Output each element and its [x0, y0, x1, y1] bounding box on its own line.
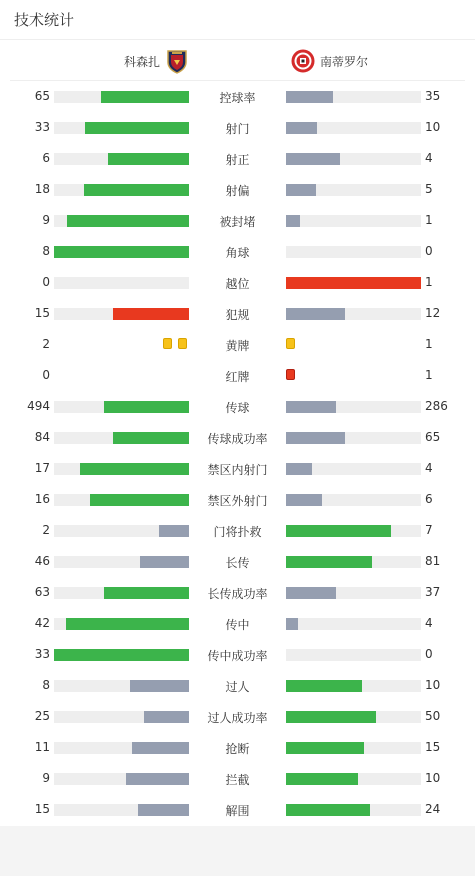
- away-bar-fill: [286, 742, 364, 754]
- home-bar-fill: [101, 91, 189, 103]
- header: [0, 0, 475, 40]
- stat-label: 传中: [225, 618, 250, 632]
- away-bar-track: [286, 277, 421, 289]
- home-bar-fill: [138, 804, 189, 816]
- red-card-icon: [286, 369, 295, 380]
- home-bar-track: [54, 680, 189, 692]
- stat-row: [0, 428, 475, 448]
- away-bar-fill: [286, 122, 317, 134]
- stat-row: [0, 366, 475, 386]
- away-bar-track: [286, 618, 421, 630]
- away-value: 50: [425, 709, 441, 723]
- home-value: 11: [34, 740, 50, 754]
- away-bar-fill: [286, 804, 370, 816]
- away-bar-track: [286, 463, 421, 475]
- home-bar-track: [54, 91, 189, 103]
- away-bar-track: [286, 122, 421, 134]
- away-team-crest-icon: [290, 48, 316, 74]
- home-bar-fill: [113, 432, 189, 444]
- stat-row: [0, 180, 475, 200]
- stat-label: 解围: [225, 804, 250, 818]
- home-bar-fill: [67, 215, 189, 227]
- home-bar-fill: [159, 525, 189, 537]
- teams-header: [10, 40, 465, 81]
- away-value: 0: [425, 244, 433, 258]
- away-bar-track: [286, 401, 421, 413]
- yellow-card-icon: [163, 338, 172, 349]
- home-team[interactable]: [124, 48, 188, 74]
- stat-row: [0, 118, 475, 138]
- home-value: 15: [34, 802, 50, 816]
- away-bar-track: [286, 215, 421, 227]
- home-value: 9: [42, 771, 50, 785]
- home-value: 25: [34, 709, 50, 723]
- away-value: 7: [425, 523, 433, 537]
- away-bar-track: [286, 773, 421, 785]
- away-bar-fill: [286, 525, 391, 537]
- home-bar-track: [54, 711, 189, 723]
- yellow-card-icon: [178, 338, 187, 349]
- away-value: 65: [425, 430, 441, 444]
- home-bar-track: [54, 618, 189, 630]
- away-value: 15: [425, 740, 441, 754]
- home-bar-fill: [126, 773, 189, 785]
- stat-label: 越位: [225, 277, 250, 291]
- home-value: 8: [42, 244, 50, 258]
- home-value: 0: [42, 368, 50, 382]
- away-value: 286: [425, 399, 448, 413]
- away-bar-fill: [286, 556, 372, 568]
- home-value: 6: [42, 151, 50, 165]
- away-bar-fill: [286, 711, 376, 723]
- home-value: 18: [34, 182, 50, 196]
- home-bar-track: [54, 649, 189, 661]
- home-value: 494: [27, 399, 50, 413]
- home-value: 8: [42, 678, 50, 692]
- away-value: 24: [425, 802, 441, 816]
- stat-label: 抢断: [225, 742, 250, 756]
- stat-label: 长传: [225, 556, 250, 570]
- stat-row: [0, 645, 475, 665]
- away-value: 35: [425, 89, 441, 103]
- stat-label: 射正: [225, 153, 250, 167]
- home-value: 46: [34, 554, 50, 568]
- away-bar-track: [286, 525, 421, 537]
- stat-label: 犯规: [225, 308, 250, 322]
- home-bar-track: [54, 463, 189, 475]
- home-team-crest-icon: [166, 48, 188, 74]
- home-value: 33: [34, 647, 50, 661]
- stat-row: [0, 583, 475, 603]
- away-bar-track: [286, 680, 421, 692]
- stat-label: 传球: [225, 401, 250, 415]
- stat-row: [0, 87, 475, 107]
- stat-label: 角球: [225, 246, 250, 260]
- stat-row: [0, 242, 475, 262]
- away-bar-fill: [286, 308, 345, 320]
- stat-row: [0, 738, 475, 758]
- home-bar-track: [54, 556, 189, 568]
- stat-label: 红牌: [225, 370, 250, 384]
- away-value: 4: [425, 151, 433, 165]
- stat-label: 射门: [225, 122, 250, 136]
- home-bar-fill: [104, 401, 189, 413]
- home-value: 84: [34, 430, 50, 444]
- home-value: 65: [34, 89, 50, 103]
- home-bar-track: [54, 215, 189, 227]
- away-bar-fill: [286, 184, 316, 196]
- home-bar-fill: [90, 494, 189, 506]
- home-bar-track: [54, 494, 189, 506]
- home-bar-fill: [144, 711, 189, 723]
- home-bar-fill: [54, 649, 189, 661]
- home-bar-track: [54, 122, 189, 134]
- home-bar-fill: [130, 680, 189, 692]
- home-value: 15: [34, 306, 50, 320]
- stat-row: [0, 676, 475, 696]
- away-bar-track: [286, 804, 421, 816]
- home-bar-fill: [54, 246, 189, 258]
- home-value: 42: [34, 616, 50, 630]
- home-bar-fill: [132, 742, 189, 754]
- away-bar-track: [286, 308, 421, 320]
- away-value: 1: [425, 213, 433, 227]
- stat-label: 拦截: [225, 773, 250, 787]
- away-value: 10: [425, 120, 441, 134]
- away-bar-fill: [286, 494, 322, 506]
- stat-row: [0, 397, 475, 417]
- home-value: 33: [34, 120, 50, 134]
- away-value: 37: [425, 585, 441, 599]
- home-bar-track: [54, 401, 189, 413]
- home-bar-track: [54, 153, 189, 165]
- away-value: 10: [425, 771, 441, 785]
- home-value: 16: [34, 492, 50, 506]
- away-team[interactable]: [290, 48, 368, 74]
- away-bar-track: [286, 742, 421, 754]
- stat-row: [0, 800, 475, 820]
- home-bar-track: [54, 525, 189, 537]
- home-value: 9: [42, 213, 50, 227]
- home-bar-track: [54, 773, 189, 785]
- home-bar-track: [54, 277, 189, 289]
- stat-label: 过人成功率: [207, 711, 268, 725]
- home-bar-fill: [104, 587, 189, 599]
- away-value: 12: [425, 306, 441, 320]
- stat-row: [0, 211, 475, 231]
- stat-label: 传球成功率: [207, 432, 268, 446]
- away-bar-track: [286, 556, 421, 568]
- home-bar-track: [54, 432, 189, 444]
- stat-row: [0, 552, 475, 572]
- home-bar-fill: [80, 463, 189, 475]
- away-value: 6: [425, 492, 433, 506]
- stat-row: [0, 521, 475, 541]
- stat-label: 禁区外射门: [207, 494, 268, 508]
- home-value: 63: [34, 585, 50, 599]
- home-value: 2: [42, 523, 50, 537]
- home-bar-fill: [113, 308, 189, 320]
- away-bar-track: [286, 153, 421, 165]
- away-value: 10: [425, 678, 441, 692]
- home-bar-fill: [66, 618, 189, 630]
- stat-row: [0, 707, 475, 727]
- stat-row: [0, 273, 475, 293]
- away-value: 0: [425, 647, 433, 661]
- stat-label: 禁区内射门: [207, 463, 268, 477]
- stat-label: 黄牌: [225, 339, 250, 353]
- away-bar-track: [286, 494, 421, 506]
- home-bar-fill: [140, 556, 189, 568]
- home-team-name: 科森扎: [123, 54, 160, 69]
- away-bar-fill: [286, 587, 336, 599]
- home-bar-track: [54, 587, 189, 599]
- away-value: 4: [425, 461, 433, 475]
- away-bar-fill: [286, 432, 345, 444]
- away-bar-fill: [286, 618, 298, 630]
- home-bar-fill: [85, 122, 189, 134]
- away-value: 1: [425, 337, 433, 351]
- away-bar-fill: [286, 153, 340, 165]
- home-bar-fill: [108, 153, 189, 165]
- away-bar-track: [286, 649, 421, 661]
- stat-row: [0, 769, 475, 789]
- away-value: 1: [425, 368, 433, 382]
- home-value: 2: [42, 337, 50, 351]
- away-bar-track: [286, 587, 421, 599]
- away-bar-fill: [286, 215, 300, 227]
- home-bar-track: [54, 184, 189, 196]
- stat-label: 传中成功率: [207, 649, 268, 663]
- page-title: 技术统计: [14, 11, 75, 29]
- home-value: 0: [42, 275, 50, 289]
- home-bar-track: [54, 308, 189, 320]
- away-value: 4: [425, 616, 433, 630]
- away-value: 81: [425, 554, 441, 568]
- stat-row: [0, 149, 475, 169]
- stat-label: 被封堵: [219, 215, 256, 229]
- yellow-card-icon: [286, 338, 295, 349]
- away-bar-track: [286, 711, 421, 723]
- home-bar-track: [54, 742, 189, 754]
- home-bar-track: [54, 804, 189, 816]
- stat-row: [0, 304, 475, 324]
- away-bar-fill: [286, 773, 358, 785]
- away-bar-track: [286, 432, 421, 444]
- stat-row: [0, 335, 475, 355]
- away-bar-track: [286, 184, 421, 196]
- away-bar-track: [286, 246, 421, 258]
- away-value: 1: [425, 275, 433, 289]
- home-bar-fill: [84, 184, 189, 196]
- stat-row: [0, 614, 475, 634]
- stat-label: 射偏: [225, 184, 250, 198]
- stat-label: 过人: [225, 680, 250, 694]
- home-value: 17: [34, 461, 50, 475]
- away-bar-track: [286, 91, 421, 103]
- away-value: 5: [425, 182, 433, 196]
- stat-label: 控球率: [219, 91, 256, 105]
- away-team-name: 南蒂罗尔: [320, 54, 369, 69]
- stat-row: [0, 490, 475, 510]
- stat-label: 门将扑救: [213, 525, 262, 539]
- away-bar-fill: [286, 277, 421, 289]
- away-bar-fill: [286, 401, 336, 413]
- stat-label: 长传成功率: [207, 587, 268, 601]
- stat-row: [0, 459, 475, 479]
- away-bar-fill: [286, 680, 362, 692]
- away-bar-fill: [286, 463, 312, 475]
- home-bar-track: [54, 246, 189, 258]
- away-bar-fill: [286, 91, 333, 103]
